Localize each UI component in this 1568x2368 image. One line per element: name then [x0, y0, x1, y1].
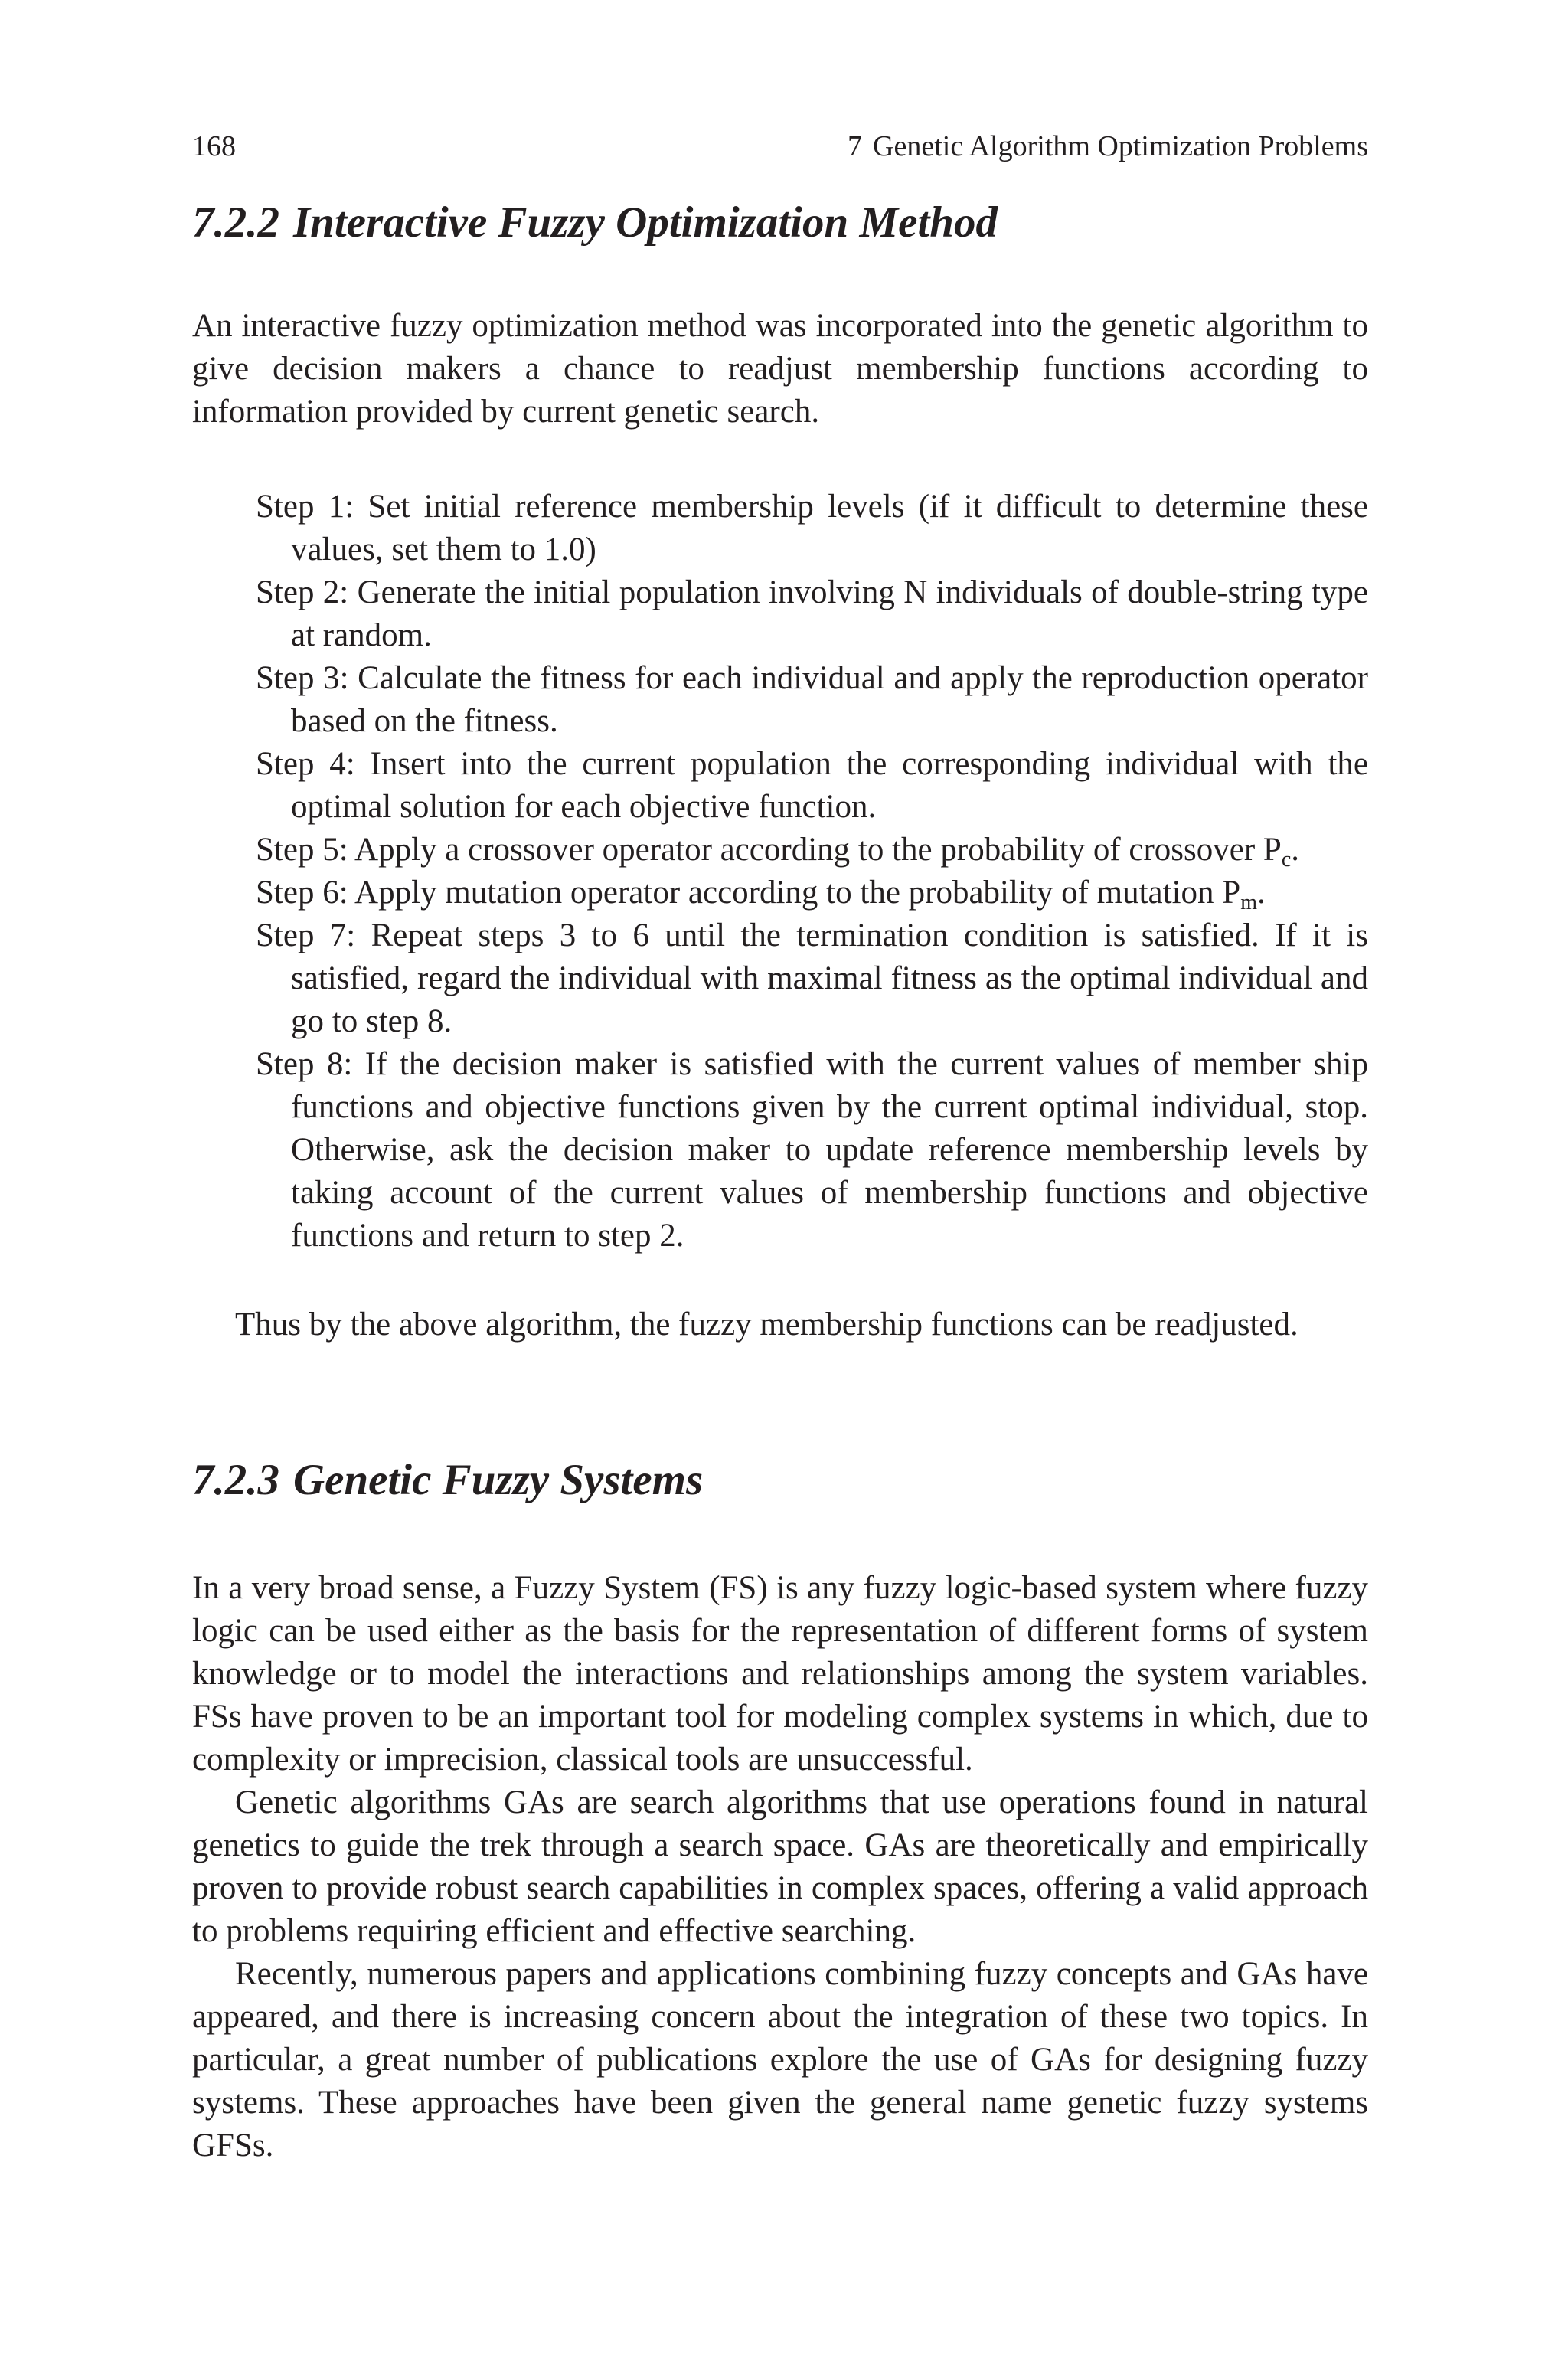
section-number: 7.2.2 — [192, 198, 279, 247]
step-6-end: . — [1256, 875, 1266, 911]
step-5-text: Step 5: Apply a crossover operator according to the probability of crossover P — [256, 832, 1282, 868]
page-number: 168 — [192, 130, 236, 162]
section-number: 7.2.3 — [192, 1456, 279, 1504]
chapter-title: Genetic Algorithm Optimization Problems — [873, 130, 1368, 162]
crossover-subscript: c — [1281, 848, 1292, 872]
step-4: Step 4: Insert into the current population the corresponding individual with the optimal solution for each objective function. — [256, 746, 1368, 825]
step-2: Step 2: Generate the initial population involving N individuals of double-string type at random. — [256, 574, 1368, 653]
chapter-number: 7 — [848, 130, 863, 162]
gfs-paragraph: Recently, numerous papers and applications combining fuzzy concepts and GAs have appeared, and there is increasing concern about the integration of these two topics. In particular, a great number of publications explore the use of GAs for designing fuzzy systems. These approaches have been given the general name genetic fuzzy systems GFSs. — [192, 1956, 1368, 2164]
intro-paragraph: An interactive fuzzy optimization method was incorporated into the genetic algorithm to give decision makers a chance to readjust membership functions according to information provided by current genetic search. — [192, 308, 1368, 430]
section-title-7-2-2 — [192, 196, 998, 250]
step-6-text: Step 6: Apply mutation operator according to the probability of mutation P — [256, 875, 1241, 911]
step-5-end: . — [1291, 832, 1300, 868]
section-title-7-2-3 — [192, 1454, 703, 1507]
section-heading-text: Interactive Fuzzy Optimization Method — [293, 198, 998, 247]
page-header — [192, 127, 1368, 165]
step-8: Step 8: If the decision maker is satisfied with the current values of member ship functions and objective functions given by the current optimal individual, stop. Otherwise, ask the decision maker to update reference membership levels by taking account of the current values of membership functions and objective functions and return to step 2. — [256, 1046, 1368, 1254]
algorithm-steps-list — [256, 486, 1368, 1258]
conclusion-paragraph: Thus by the above algorithm, the fuzzy membership functions can be readjusted. — [235, 1307, 1298, 1343]
step-7: Step 7: Repeat steps 3 to 6 until the termination condition is satisfied. If it is satisfied, regard the individual with maximal fitness as the optimal individual and go to step 8. — [256, 917, 1368, 1039]
fuzzy-systems-paragraph: In a very broad sense, a Fuzzy System (FS) is any fuzzy logic-based system where fuzzy logic can be used either as the basis for the representation of different forms of system knowledge or to model the interactions and relationships among the system variables. FSs have proven to be an important tool for modeling complex systems in which, due to complexity or imprecision, classical tools are unsuccessful. — [192, 1570, 1368, 1778]
step-3: Step 3: Calculate the fitness for each individual and apply the reproduction operator based on the fitness. — [256, 660, 1368, 739]
running-head — [848, 127, 1368, 165]
step-6 — [256, 872, 1368, 914]
genetic-algorithms-paragraph: Genetic algorithms GAs are search algorithms that use operations found in natural genetics to guide the trek through a search space. GAs are theoretically and empirically proven to provide robust search capabilities in complex spaces, offering a valid approach to problems requiring efficient and effective searching. — [192, 1784, 1368, 1949]
section-heading-text: Genetic Fuzzy Systems — [293, 1456, 704, 1504]
step-1: Step 1: Set initial reference membership levels (if it difficult to determine these values, set them to 1.0) — [256, 489, 1368, 567]
mutation-subscript: m — [1240, 891, 1257, 914]
step-5 — [256, 829, 1368, 872]
